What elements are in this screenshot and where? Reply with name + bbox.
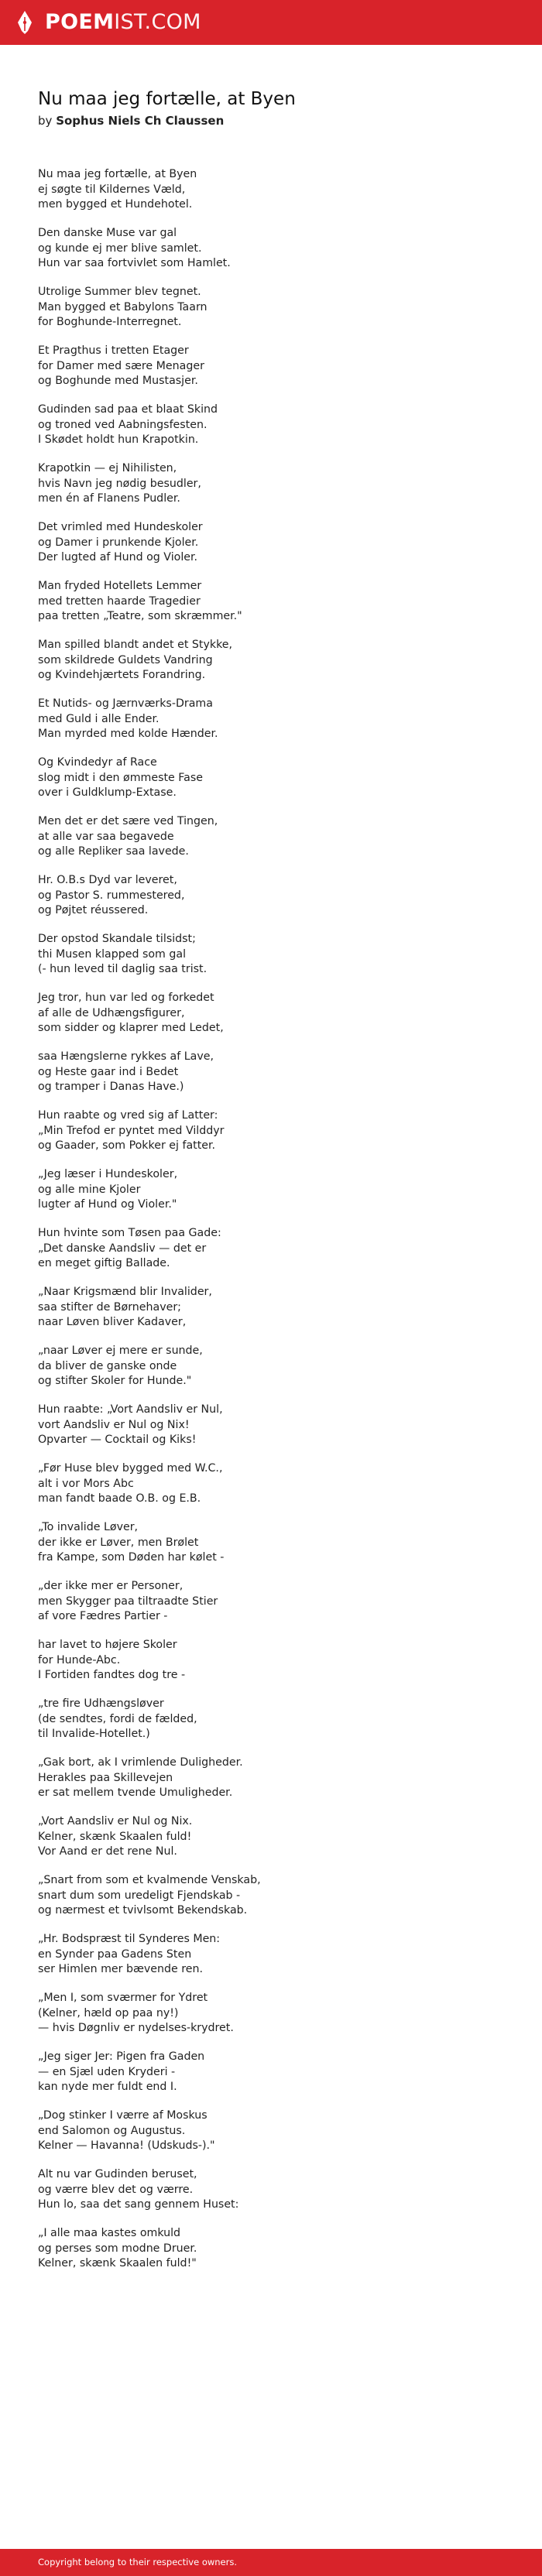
poem-line: og Gaader, som Pokker ej fatter. <box>38 1139 216 1152</box>
poem-stanza <box>38 1403 503 1448</box>
poem-line: „tre fire Udhængsløver <box>38 1697 164 1710</box>
site-header <box>0 0 542 45</box>
poem-line: saa Hængslerne rykkes af Lave, <box>38 1050 214 1063</box>
poem-line: Jeg tror, hun var led og forkedet <box>38 992 214 1004</box>
poem-line: der ikke er Løver, men Brølet <box>38 1536 199 1549</box>
poem-line: og Boghunde med Mustasjer. <box>38 375 198 387</box>
poem-line: „Det danske Aandsliv — det er <box>38 1242 207 1255</box>
poem-line: og nærmest et tvivlsomt Bekendskab. <box>38 1904 248 1917</box>
poem-stanza <box>38 1579 503 1625</box>
poem-line: „Før Huse blev bygged med W.C., <box>38 1462 223 1475</box>
poem-line: Et Nutids- og Jærnværks-Drama <box>38 697 213 710</box>
poem-stanza <box>38 1520 503 1566</box>
poem-line: ej søgte til Kildernes Væld, <box>38 183 186 196</box>
poem-line: „Vort Aandsliv er Nul og Nix. <box>38 1815 193 1828</box>
poem-line: Herakles paa Skillevejen <box>38 1771 173 1784</box>
poem-line: Den danske Muse var gal <box>38 227 177 239</box>
poem-line: „Men I, som sværmer for Ydret <box>38 1992 208 2004</box>
poem-line: Kelner, skænk Skaalen fuld! <box>38 1830 192 1843</box>
poem-line: — en Sjæl uden Kryderi - <box>38 2065 176 2078</box>
poem-line: men én af Flanens Pudler. <box>38 492 180 505</box>
poem-line: af vore Fædres Partier - <box>38 1610 168 1622</box>
poem-stanza <box>38 2167 503 2213</box>
poem-stanza <box>38 1932 503 1978</box>
poem-line: for Boghunde-Interregnet. <box>38 316 182 328</box>
poem-line: Et Pragthus i tretten Etager <box>38 344 189 357</box>
poem-line: Kelner, skænk Skaalen fuld!" <box>38 2257 197 2269</box>
poem-line: „Gak bort, ak I vrimlende Duligheder. <box>38 1756 243 1769</box>
poem-line: „Min Trefod er pyntet med Vilddyr <box>38 1124 225 1137</box>
poem-stanza <box>38 1756 503 1801</box>
poem-line: som skildrede Guldets Vandring <box>38 653 213 666</box>
poem-line: slog midt i den ømmeste Fase <box>38 771 203 784</box>
poem-line: Og Kvindedyr af Race <box>38 756 157 769</box>
poem-line: Hun raabte: „Vort Aandsliv er Nul, <box>38 1403 223 1416</box>
poem-line: og Pøjtet réussered. <box>38 904 149 916</box>
poem-line: og tramper i Danas Have.) <box>38 1081 184 1093</box>
poem-line: Men det er det sære ved Tingen, <box>38 815 218 827</box>
poem-line: „To invalide Løver, <box>38 1521 139 1533</box>
poem-line: Hun raabte og vred sig af Latter: <box>38 1109 218 1122</box>
poem-line: (Kelner, hæld op paa ny!) <box>38 2006 179 2019</box>
poem-line: (- hun leved til daglig saa trist. <box>38 963 208 975</box>
poem-stanza <box>38 2226 503 2272</box>
poem-stanza <box>38 2108 503 2154</box>
poem-line: „Jeg siger Jer: Pigen fra Gaden <box>38 2050 205 2063</box>
poem-line: med Guld i alle Ender. <box>38 712 160 725</box>
poem-line: af alle de Udhængsfigurer, <box>38 1006 185 1019</box>
poem-line: „der ikke mer er Personer, <box>38 1580 184 1592</box>
poem-line: Hun hvinte som Tøsen paa Gade: <box>38 1227 221 1239</box>
poem-line: har lavet to højere Skoler <box>38 1639 177 1651</box>
poem-line: „Jeg læser i Hundeskoler, <box>38 1168 178 1180</box>
poem-stanza <box>38 814 503 860</box>
poem-stanza <box>38 697 503 742</box>
poem-stanza <box>38 1638 503 1684</box>
poem-line: og alle mine Kjoler <box>38 1183 141 1196</box>
poem-line: og Heste gaar ind i Bedet <box>38 1065 179 1078</box>
poem-line: I Skødet holdt hun Krapotkin. <box>38 433 199 446</box>
poem-line: Man myrded med kolde Hænder. <box>38 728 218 740</box>
poem-line: vort Aandsliv er Nul og Nix! <box>38 1418 190 1431</box>
poem-line: alt i vor Mors Abc <box>38 1477 134 1490</box>
poem-line: Man fryded Hotellets Lemmer <box>38 580 202 592</box>
poem-line: thi Musen klapped som gal <box>38 947 187 961</box>
poem-stanza <box>38 873 503 919</box>
poem-stanza <box>38 344 503 389</box>
poem-line: og troned ved Aabningsfesten. <box>38 418 208 431</box>
site-logo[interactable] <box>45 10 201 35</box>
poem-line: ser Himlen mer bævende ren. <box>38 1963 204 1975</box>
poem-line: Nu maa jeg fortælle, at Byen <box>38 168 197 180</box>
poem-line: Der lugted af Hund og Violer. <box>38 551 198 564</box>
poem-line: I Fortiden fandtes dog tre - <box>38 1669 186 1681</box>
poem-line: for Damer med sære Menager <box>38 359 204 372</box>
poem-line: og kunde ej mer blive samlet. <box>38 242 202 255</box>
poem-stanza <box>38 402 503 448</box>
poem-line: som sidder og klaprer med Ledet, <box>38 1022 224 1034</box>
poem-stanza <box>38 1108 503 1154</box>
poem-line: Alt nu var Gudinden beruset, <box>38 2168 197 2180</box>
poem-stanza <box>38 520 503 566</box>
poem-line: med tretten haarde Tragedier <box>38 594 201 608</box>
poem-line: Man spilled blandt andet et Stykke, <box>38 639 233 651</box>
poem-line: men Skygger paa tiltraadte Stier <box>38 1595 218 1608</box>
poem-line: da bliver de ganske onde <box>38 1359 177 1372</box>
poem-line: til Invalide-Hotellet.) <box>38 1728 150 1740</box>
poem-line: over i Guldklump-Extase. <box>38 786 177 799</box>
poem-line: saa stifter de Børnehaver; <box>38 1300 181 1314</box>
poem-line: for Hunde-Abc. <box>38 1653 121 1667</box>
poem-stanza <box>38 755 503 801</box>
poem-line: „Dog stinker I værre af Moskus <box>38 2109 208 2122</box>
poem-stanza <box>38 285 503 331</box>
poem-line: men bygged et Hundehotel. <box>38 198 193 211</box>
poem-stanza <box>38 1873 503 1919</box>
poem-line: og Damer i prunkende Kjoler. <box>38 536 199 549</box>
poem-line: Hun var saa fortvivlet som Hamlet. <box>38 257 231 269</box>
poem-line: „I alle maa kastes omkuld <box>38 2227 181 2239</box>
poem-line: Opvarter — Cocktail og Kiks! <box>38 1434 197 1446</box>
poem-line: og Kvindehjærtets Forandring. <box>38 669 206 681</box>
poem-stanza <box>38 579 503 625</box>
poem-line: „Snart from som et kvalmende Venskab, <box>38 1874 261 1886</box>
poem-line: snart dum som uredeligt Fjendskab - <box>38 1889 241 1902</box>
poem-line: og stifter Skoler for Hunde." <box>38 1375 192 1387</box>
poem-stanza <box>38 638 503 683</box>
poem-line: at alle var saa begavede <box>38 830 174 843</box>
copyright-text: Copyright belong to their respective owners. <box>38 2557 238 2567</box>
poem-stanza <box>38 226 503 272</box>
poem-line: hvis Navn jeg nødig besudler, <box>38 477 201 490</box>
poem-line: (de sendtes, fordi de fælded, <box>38 1712 197 1725</box>
poem-stanza <box>38 1285 503 1331</box>
poem-line: og værre blev det og værre. <box>38 2183 194 2196</box>
poem-stanza <box>38 1344 503 1389</box>
poem-stanza <box>38 1461 503 1507</box>
poem-line: Vor Aand er det rene Nul. <box>38 1845 177 1858</box>
poem-stanza <box>38 167 503 213</box>
poem-line: en Synder paa Gadens Sten <box>38 1947 192 1961</box>
poem-line: Der opstod Skandale tilsidst; <box>38 933 196 945</box>
poem-line: fra Kampe, som Døden har kølet - <box>38 1551 225 1564</box>
poem-stanza <box>38 1697 503 1742</box>
poem-line: Krapotkin — ej Nihilisten, <box>38 462 177 474</box>
poem-stanza <box>38 1814 503 1860</box>
site-footer <box>0 2549 542 2576</box>
poem-stanza <box>38 461 503 507</box>
poem-stanza <box>38 1991 503 2036</box>
poem-line: og Pastor S. rummestered, <box>38 889 185 902</box>
quill-pen-icon[interactable] <box>15 10 34 35</box>
poem-line: Kelner — Havanna! (Udskuds-)." <box>38 2139 215 2152</box>
poem-line: Det vrimled med Hundeskoler <box>38 521 203 533</box>
poem-line: paa tretten „Teatre, som skræmmer." <box>38 610 242 622</box>
poem-line: Hr. O.B.s Dyd var leveret, <box>38 874 177 886</box>
poem-line: kan nyde mer fuldt end I. <box>38 2081 177 2093</box>
poem-line: og alle Repliker saa lavede. <box>38 845 189 858</box>
poem-line: Utrolige Summer blev tegnet. <box>38 286 201 298</box>
poem-stanza <box>38 1167 503 1213</box>
by-label: by <box>38 114 53 128</box>
author-link[interactable]: Sophus Niels Ch Claussen <box>56 114 225 128</box>
poem-body <box>38 167 503 2285</box>
poem-line: og perses som modne Druer. <box>38 2242 197 2255</box>
poem-line: man fandt baade O.B. og E.B. <box>38 1492 201 1505</box>
poem-byline <box>38 113 224 128</box>
poem-line: „naar Løver ej mere er sunde, <box>38 1345 203 1357</box>
poem-line: Gudinden sad paa et blaat Skind <box>38 403 218 416</box>
poem-line: end Salomon og Augustus. <box>38 2124 186 2137</box>
poem-line: er sat mellem tvende Umuligheder. <box>38 1786 233 1799</box>
poem-line: en meget giftig Ballade. <box>38 1257 170 1269</box>
logo-bold-text: POEM <box>45 10 115 34</box>
poem-stanza <box>38 1050 503 1095</box>
poem-line: „Naar Krigsmænd blir Invalider, <box>38 1286 212 1298</box>
poem-title: Nu maa jeg fortælle, at Byen <box>38 89 296 109</box>
poem-line: „Hr. Bodspræst til Synderes Men: <box>38 1933 221 1945</box>
poem-line: — hvis Døgnliv er nydelses-krydret. <box>38 2022 234 2034</box>
poem-line: Hun lo, saa det sang gennem Huset: <box>38 2198 239 2211</box>
poem-line: Man bygged et Babylons Taarn <box>38 300 208 313</box>
poem-stanza <box>38 932 503 978</box>
poem-stanza <box>38 991 503 1036</box>
poem-stanza <box>38 2050 503 2095</box>
logo-light-text: IST.COM <box>114 10 201 34</box>
poem-stanza <box>38 1226 503 1272</box>
poem-line: naar Løven bliver Kadaver, <box>38 1316 187 1328</box>
poem-line: lugter af Hund og Violer." <box>38 1198 177 1211</box>
